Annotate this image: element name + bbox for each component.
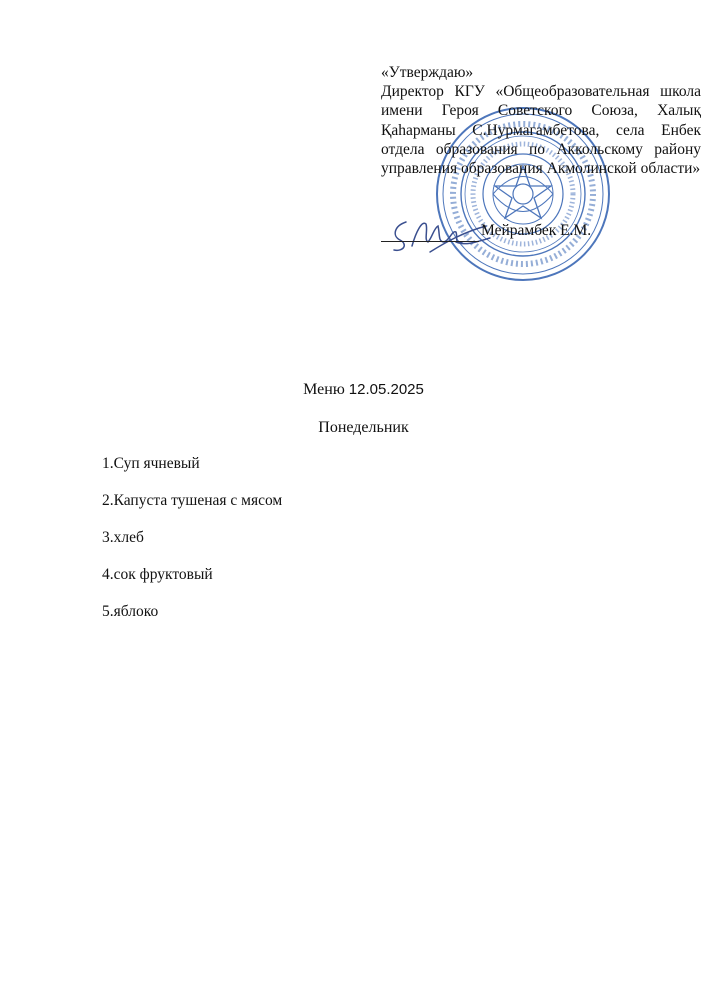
menu-title [0,381,727,399]
signatory-name: Мейрамбек Е.М. [481,222,592,239]
signature-line [381,222,701,246]
menu-item: 5.яблоко [102,603,159,620]
menu-item: 4.сок фруктовый [102,566,213,583]
menu-item: 3.хлеб [102,529,144,546]
approval-heading: «Утверждаю» [381,64,474,81]
menu-list [102,455,282,640]
menu-date: 12.05.2025 [348,381,424,398]
approval-body: Директор КГУ «Общеобразовательная школа имени Героя Советского Союза, Халық Қаһарманы С.Нурмагамбетова, села Енбек отдела образования по Аккольскому району управления образования Акмолинской области» [381,83,701,178]
menu-day: Понедельник [318,419,409,436]
menu-item: 2.Капуста тушеная с мясом [102,492,283,509]
menu-item: 1.Суп ячневый [102,455,200,472]
menu-title-word: Меню [303,381,345,398]
signature-underline [381,241,479,242]
approval-block [381,63,701,178]
